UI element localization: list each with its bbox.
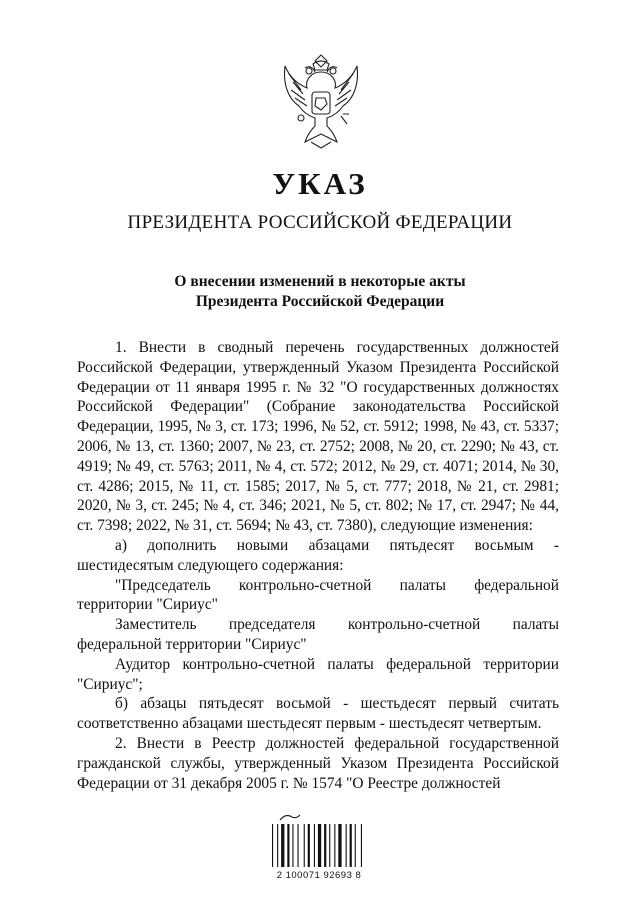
document-subtitle: ПРЕЗИДЕНТА РОССИЙСКОЙ ФЕДЕРАЦИИ: [127, 212, 513, 233]
decree-body: [77, 338, 559, 793]
paragraph-item-1: 1. Внести в сводный перечень государственных должностей Российской Федерации, утвержденный Указом Президента Российской Федерации от 11 января 1995 г. № 32 "О государственных должностях Российской Федерации" (Собрание законодательства Российской Федерации, 1995, № 3, ст. 173; 1996, № 52, ст. 5912; 1998, № 43, ст. 5337; 2006, № 13, ст. 1360; 2007, № 23, ст. 2752; 2008, № 20, ст. 2290; № 43, ст. 4919; № 49, ст. 5763; 2011, № 4, ст. 572; 2012, № 29, ст. 4071; 2014, № 30, ст. 4286; 2015, № 11, ст. 1585; 2017, № 5, ст. 777; 2018, № 21, ст. 2981; 2020, № 3, ст. 245; № 4, ст. 346; 2021, № 5, ст. 802; № 17, ст. 2947; № 44, ст. 7398; 2022, № 31, ст. 5694; № 43, ст. 7380), следующие изменения:: [77, 339, 559, 535]
paragraph-subitem-a: а) дополнить новыми абзацами пятьдесят восьмым - шестидесятым следующего содержания:: [77, 536, 559, 574]
paragraph-position-auditor: Аудитор контрольно-счетной палаты федеральной территории "Сириус";: [77, 655, 559, 693]
decree-heading: [0, 272, 640, 312]
paragraph-subitem-b: б) абзацы пятьдесят восьмой - шестьдесят первый считать соответственно абзацами шестьдесят первым - шестьдесят четвертым.: [77, 695, 559, 733]
barcode-mark-icon: [278, 812, 302, 822]
decree-heading-line-1: О внесении изменений в некоторые акты: [174, 273, 466, 290]
barcode-bars-icon: [272, 824, 366, 867]
barcode-number: 2 100071 92693 8: [276, 870, 362, 881]
document-title: УКАЗ: [272, 166, 368, 201]
paragraph-position-deputy: Заместитель председателя контрольно-счетной палаты федеральной территории "Сириус": [77, 616, 559, 653]
coat-of-arms-icon: [281, 52, 361, 150]
paragraph-position-chair: "Председатель контрольно-счетной палаты федеральной территории "Сириус": [77, 576, 559, 614]
decree-heading-line-2: Президента Российской Федерации: [195, 293, 445, 310]
barcode: [270, 812, 368, 892]
paragraph-item-2: 2. Внести в Реестр должностей федеральной государственной гражданской службы, утвержденный Указом Президента Российской Федерации от 31 декабря 2005 г. № 1574 "О Реестре должностей: [77, 734, 559, 792]
